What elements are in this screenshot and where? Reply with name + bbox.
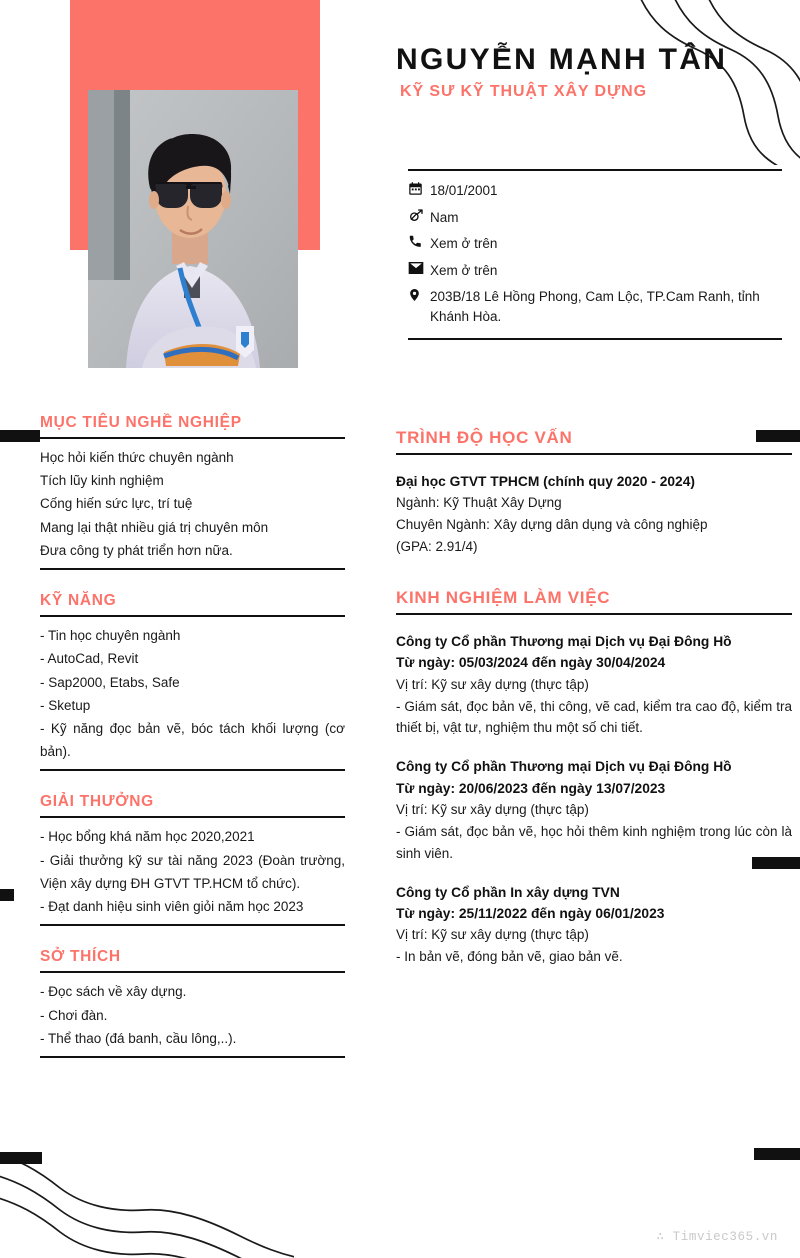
contact-row-gender [408,208,782,228]
education-school: Đại học GTVT TPHCM (chính quy 2020 - 2024) [396,474,695,489]
experience-position: Vị trí: Kỹ sư xây dựng (thực tập) [396,802,589,818]
list-item: - Tin học chuyên ngành [40,628,181,644]
education-specialty: Chuyên Ngành: Xây dựng dân dụng và công nghiệp [396,517,708,533]
contact-value-address: 203B/18 Lê Hồng Phong, Cam Lộc, TP.Cam Ranh, tỉnh Khánh Hòa. [430,289,760,324]
watermark: ∴ Timviec365.vn [656,1230,778,1244]
calendar-icon [408,181,428,196]
section-experience [396,588,792,974]
section-body-experience [396,613,792,974]
list-item: Tích lũy kinh nghiệm [40,473,164,489]
email-icon [408,261,428,275]
list-item: - Đọc sách về xây dựng. [40,984,187,1000]
list-item: - AutoCad, Revit [40,651,139,667]
profile-photo [88,90,298,368]
section-body-objective [40,437,345,570]
education-entry [396,471,792,558]
accent-bar-left-top [0,430,40,442]
section-objective [40,414,345,570]
job-title: KỸ SƯ KỸ THUẬT XÂY DỰNG [400,83,647,101]
section-education [396,428,792,564]
experience-dates: Từ ngày: 25/11/2022 đến ngày 06/01/2023 [396,905,665,921]
list-item: - Kỹ năng đọc bản vẽ, bóc tách khối lượng (cơ bản). [40,720,345,760]
list-item: - Sketup [40,697,91,713]
section-awards [40,793,345,926]
experience-dates: Từ ngày: 20/06/2023 đến ngày 13/07/2023 [396,780,666,796]
header-identity [396,44,788,101]
section-title-awards: GIẢI THƯỞNG [40,793,154,811]
section-title-skills: KỸ NĂNG [40,592,117,610]
experience-company: Công ty Cổ phần Thương mại Dịch vụ Đại Đông Hồ [396,633,732,649]
section-body-education [396,453,792,564]
contact-row-birthdate [408,181,782,201]
gender-icon [408,208,428,224]
list-item: - Giải thưởng kỹ sư tài năng 2023 (Đoàn trường, Viện xây dựng ĐH GTVT TP.HCM tổ chức). [40,852,345,891]
contact-row-address [408,287,782,326]
experience-company: Công ty Cổ phần Thương mại Dịch vụ Đại Đông Hồ [396,759,732,775]
experience-position: Vị trí: Kỹ sư xây dựng (thực tập) [396,676,589,692]
section-title-education: TRÌNH ĐỘ HỌC VẤN [396,428,573,447]
accent-bar-left-bottom [0,1152,42,1164]
page-title: NGUYỄN MẠNH TÂN [396,43,728,76]
list-item: Cống hiến sức lực, trí tuệ [40,496,193,512]
location-icon [408,287,428,303]
list-item: - Sap2000, Etabs, Safe [40,674,180,690]
experience-entry [396,756,792,864]
section-skills [40,592,345,771]
phone-icon [408,234,428,248]
experience-position: Vị trí: Kỹ sư xây dựng (thực tập) [396,927,589,943]
section-title-objective: MỤC TIÊU NGHỀ NGHIỆP [40,414,242,431]
list-item: - Thể thao (đá banh, cầu lông,..). [40,1030,237,1046]
list-item: Mang lại thật nhiều giá trị chuyên môn [40,519,269,535]
experience-company: Công ty Cổ phần In xây dựng TVN [396,884,620,900]
contact-row-email [408,261,782,281]
list-item: Học hỏi kiến thức chuyên ngành [40,450,234,465]
accent-bar-right-bottom [754,1148,800,1160]
experience-duties: - In bản vẽ, đóng bản vẽ, giao bản vẽ. [396,949,623,965]
section-title-experience: KINH NGHIỆM LÀM VIỆC [396,587,611,607]
education-major: Ngành: Kỹ Thuật Xây Dựng [396,495,562,511]
experience-entry [396,631,792,739]
wave-decoration-bottom-left [0,1132,294,1258]
sidebar-left [40,414,345,1080]
main-right [396,428,792,996]
education-gpa: (GPA: 2.91/4) [396,539,478,555]
list-item: - Đạt danh hiệu sinh viên giỏi năm học 2023 [40,899,304,915]
photo-zone [0,0,370,390]
accent-bar-left-middle [0,889,14,901]
experience-entry [396,882,792,968]
contact-value-birthdate: 18/01/2001 [430,183,498,198]
contact-block [408,169,782,340]
section-body-skills [40,615,345,771]
list-item: Đưa công ty phát triển hơn nữa. [40,542,233,558]
contact-value-gender: Nam [430,209,459,225]
experience-duties: - Giám sát, đọc bản vẽ, học hỏi thêm kinh nghiệm trong lúc còn là sinh viên. [396,823,792,861]
contact-value-phone: Xem ở trên [430,236,498,252]
list-item: - Học bổng khá năm học 2020,2021 [40,829,255,845]
experience-dates: Từ ngày: 05/03/2024 đến ngày 30/04/2024 [396,655,666,671]
list-item: - Chơi đàn. [40,1007,108,1023]
contact-value-email: Xem ở trên [430,262,498,278]
section-body-awards [40,816,345,926]
experience-duties: - Giám sát, đọc bản vẽ, thi công, vẽ cad, kiểm tra cao độ, kiểm tra thiết bị, vật tư, nghiệm thu một số chi tiết. [396,698,792,736]
section-body-hobbies [40,971,345,1058]
section-title-hobbies: SỞ THÍCH [40,948,121,966]
contact-row-phone [408,234,782,254]
section-hobbies [40,948,345,1058]
